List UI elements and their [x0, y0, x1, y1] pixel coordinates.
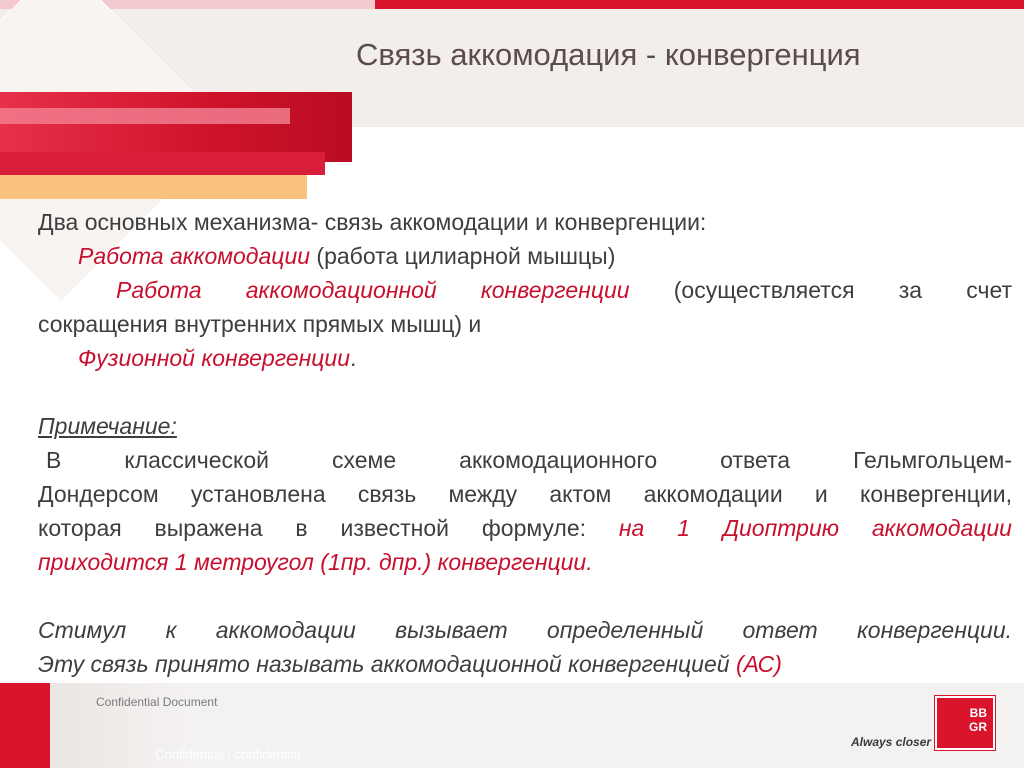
formula-highlight-1: на 1 Диоптрию аккомодации: [618, 515, 1012, 541]
note-heading: Примечание:: [38, 413, 177, 439]
confidential-label: Confidential Document: [96, 695, 218, 709]
decorative-pink-strip: [0, 108, 290, 124]
bbgr-logo: [935, 696, 995, 750]
spacer: [38, 579, 1012, 613]
intro-line: Два основных механизма- связь аккомодации и конвергенции:: [38, 209, 707, 235]
top-bar-red-segment: [375, 0, 1024, 9]
note-line-3-text: которая выражена в известной формуле:: [38, 515, 619, 541]
footer-red-block: [0, 683, 50, 768]
item-accommodative-convergence-rest: (осуществляется за счет: [629, 277, 1013, 303]
item-accommodative-convergence-highlight: Работа аккомодационной конвергенции: [116, 277, 630, 303]
item-fusional-convergence-rest: .: [350, 345, 357, 371]
confidential-watermark: Confidential / confidential: [155, 747, 301, 762]
note-line-2: Дондерсом установлена связь между актом аккомодации и конвергенции,: [38, 481, 1012, 507]
decorative-orange-strip: [0, 175, 307, 199]
logo-text-top: BB: [969, 706, 987, 720]
item-accommodative-convergence: [38, 273, 1012, 307]
stimulus-line-1: Стимул к аккомодации вызывает определенный ответ конвергенции.: [38, 617, 1012, 643]
decorative-dark-red-strip: [0, 152, 325, 175]
top-accent-bar: [0, 0, 1024, 9]
note-line-3: [38, 511, 1012, 545]
stimulus-line-2-text: Эту связь принято называть аккомодационной конвергенцией: [38, 651, 736, 677]
stimulus-line-2: [38, 647, 1012, 681]
item-fusional-convergence-highlight: Фузионной конвергенции: [78, 345, 351, 371]
slide-title: Связь аккомодация - конвергенция: [356, 37, 861, 72]
ac-abbreviation: (АС): [735, 651, 782, 677]
item-accommodation: [38, 239, 1012, 273]
formula-highlight-2: приходится 1 метроугол (1пр. дпр.) конвергенции.: [38, 549, 593, 575]
note-line-1: В классической схеме аккомодационного ответа Гельмгольцем-: [46, 447, 1012, 473]
item-accommodation-rest: (работа цилиарной мышцы): [310, 243, 616, 269]
item-accommodative-convergence-continued: сокращения внутренних прямых мышц) и: [38, 311, 482, 337]
tagline: Always closer: [851, 735, 932, 749]
slide-body: [38, 205, 1012, 681]
item-fusional-convergence: [38, 341, 1012, 375]
logo-text-bottom: GR: [969, 720, 987, 734]
item-accommodation-highlight: Работа аккомодации: [78, 243, 311, 269]
spacer: [38, 375, 1012, 409]
